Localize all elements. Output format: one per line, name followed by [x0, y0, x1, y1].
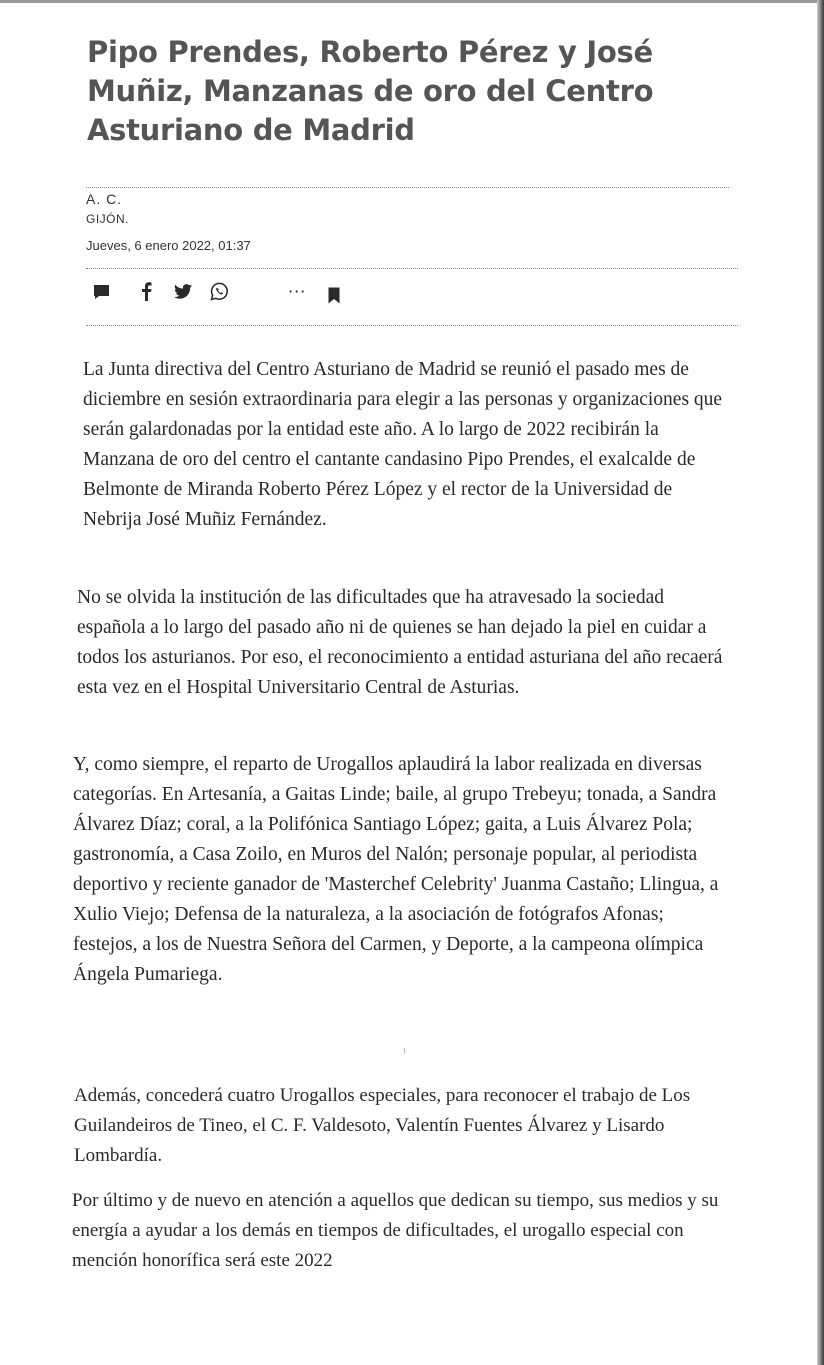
share-toolbar: [88, 281, 358, 307]
article-paragraph: Por último y de nuevo en atención a aquellos que dedican su tiempo, sus medios y su energía a ayudar a los demás en tiempos de dificultades, el urogallo especial con mención honorífica será este 2022: [72, 1190, 719, 1271]
comment-icon[interactable]: [93, 284, 110, 304]
author-name: A. C.: [86, 191, 123, 207]
scan-right-edge: [817, 0, 824, 1365]
divider: [86, 325, 738, 326]
divider: [86, 187, 729, 188]
scan-speck: [404, 1048, 405, 1054]
more-icon[interactable]: ···: [288, 282, 307, 301]
article-paragraph: Y, como siempre, el reparto de Urogallos aplaudirá la labor realizada en diversas categorías. En Artesanía, a Gaitas Linde; baile, al grupo Trebeyu; tonada, a Sandra Álvarez Díaz; coral, a la Polifónica Santiago López; gaita, a Luis Álvarez Pola; gastronomía, a Casa Zoilo, en Muros del Nalón; personaje popular, al periodista deportivo y reciente ganador de 'Masterchef Celebrity' Juanma Castaño; Llingua, a Xulio Viejo; Defensa de la naturaleza, a la asociación de fotógrafos Afonas; festejos, a los de Nuestra Señora del Carmen, y Deporte, a la campeona olímpica Ángela Pumariega.: [73, 754, 719, 985]
article-paragraph: La Junta directiva del Centro Asturiano de Madrid se reunió el pasado mes de diciembre en sesión extraordinaria para elegir a las personas y organizaciones que serán galardonadas por la entidad este año. A lo largo de 2022 recibirán la Manzana de oro del centro el cantante candasino Pipo Prendes, el exalcalde de Belmonte de Miranda Roberto Pérez López y el rector de la Universidad de Nebrija José Muñiz Fernández.: [83, 359, 723, 530]
article-headline: Pipo Prendes, Roberto Pérez y José Muñiz, Manzanas de oro del Centro Asturiano de Madrid: [87, 35, 654, 147]
divider: [86, 268, 738, 269]
scan-top-edge: [0, 0, 824, 3]
byline: [86, 190, 129, 228]
twitter-icon[interactable]: [174, 284, 192, 303]
article-paragraph: Además, concederá cuatro Urogallos especiales, para reconocer el trabajo de Los Guilandeiros de Tineo, el C. F. Valdesoto, Valentín Fuentes Álvarez y Lisardo Lombardía.: [74, 1085, 691, 1166]
bookmark-icon[interactable]: [328, 287, 340, 308]
publish-date: Jueves, 6 enero 2022, 01:37: [86, 238, 251, 253]
article-paragraph: No se olvida la institución de las dificultades que ha atravesado la sociedad española a lo largo del pasado año ni de quienes se han dejado la piel en cuidar a todos los asturianos. Por eso, el reconocimiento a entidad asturiana del año recaerá esta vez en el Hospital Universitario Central de Asturias.: [77, 587, 723, 698]
facebook-icon[interactable]: [141, 282, 152, 305]
dateline-location: GIJÓN.: [86, 212, 130, 226]
whatsapp-icon[interactable]: [210, 282, 229, 305]
